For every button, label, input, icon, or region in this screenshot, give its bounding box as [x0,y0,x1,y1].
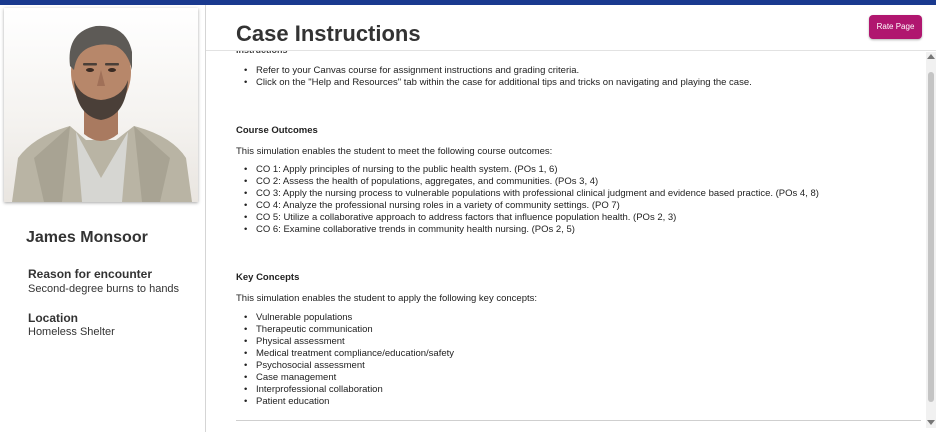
page-header [206,5,936,51]
key-concepts-intro: This simulation enables the student to apply the following key concepts: [236,293,538,304]
reason-label: Reason for encounter [28,267,153,281]
location-value: Homeless Shelter [28,326,115,338]
patient-panel [0,5,206,432]
scroll-down-arrow-icon[interactable] [927,420,935,425]
list-item: • CO 2: Assess the health of populations, aggregates, and communities. (POs 3, 4) [256,176,598,187]
reason-value: Second-degree burns to hands [28,283,180,295]
list-item: • CO 5: Utilize a collaborative approach to address factors that influence population health. (POs 2, 3) [256,212,676,223]
list-item: • Therapeutic communication [256,324,373,335]
rate-page-button[interactable]: Rate Page [869,15,922,39]
content-divider [236,420,921,421]
list-item: • Click on the "Help and Resources" tab within the case for additional tips and tricks on navigating and playing the case. [256,77,752,88]
list-item: • Vulnerable populations [256,312,352,323]
list-item: • Patient education [256,396,329,407]
patient-name: James Monsoor [26,229,148,246]
list-item: • CO 1: Apply principles of nursing to the public health system. (POs 1, 6) [256,164,558,175]
list-item: • CO 6: Examine collaborative trends in community health nursing. (POs 2, 5) [256,224,575,235]
course-outcomes-heading: Course Outcomes [236,125,318,136]
scrollbar-thumb[interactable] [928,72,934,402]
scroll-up-arrow-icon[interactable] [927,54,935,59]
list-item: • Psychosocial assessment [256,360,365,371]
page-title: Case Instructions [236,21,421,46]
patient-avatar-image [4,8,198,202]
course-outcomes-intro: This simulation enables the student to meet the following course outcomes: [236,146,553,157]
location-label: Location [28,311,78,325]
list-item: • Medical treatment compliance/education/safety [256,348,454,359]
list-item: • Case management [256,372,336,383]
list-item: • Physical assessment [256,336,345,347]
list-item: • Interprofessional collaboration [256,384,383,395]
patient-portrait [4,8,198,202]
content-scrollbar[interactable] [926,52,936,428]
list-item: • CO 3: Apply the nursing process to vulnerable populations with professional clinical judgment and evidence based practice. (POs 4, 8) [256,188,819,199]
list-item: • CO 4: Analyze the professional nursing roles in a variety of community settings. (PO 7) [256,200,620,211]
key-concepts-heading: Key Concepts [236,272,300,283]
list-item: • Refer to your Canvas course for assignment instructions and grading criteria. [256,65,579,76]
instructions-content[interactable] [236,51,924,427]
main-panel [206,5,936,432]
